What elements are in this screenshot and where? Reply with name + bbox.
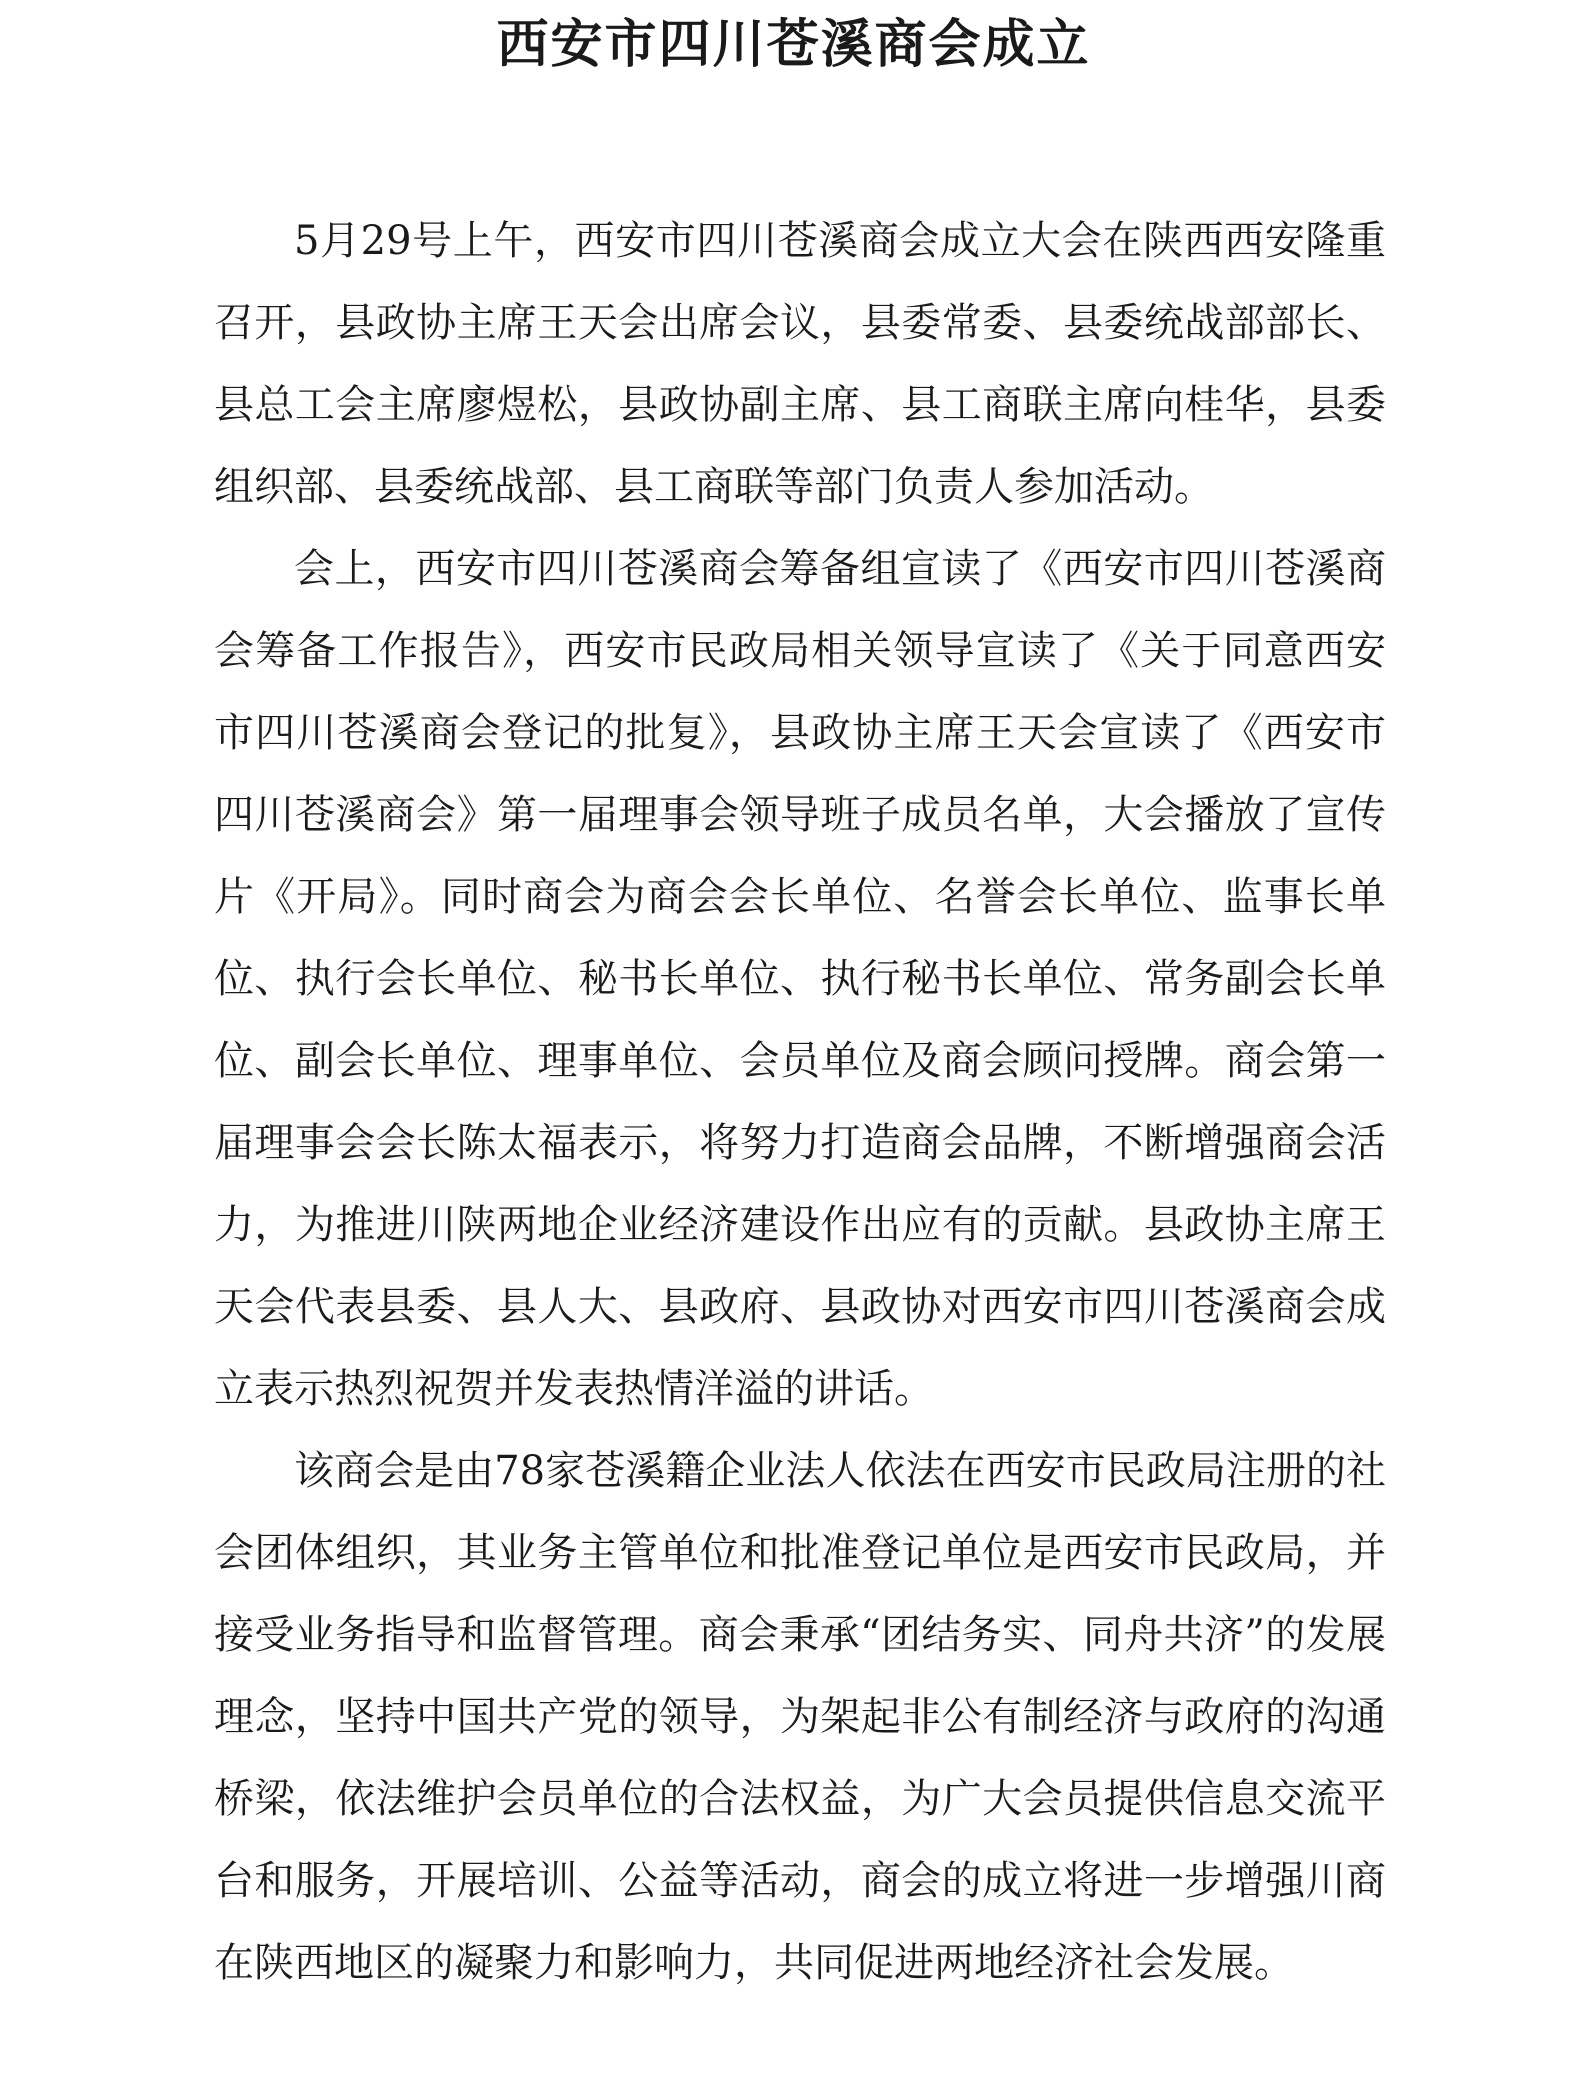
document-body — [214, 200, 1386, 2004]
paragraph-1: 5月29号上午，西安市四川苍溪商会成立大会在陕西西安隆重召开，县政协主席王天会出席会议，县委常委、县委统战部部长、县总工会主席廖煜松，县政协副主席、县工商联主席向桂华，县委组织部、县委统战部、县工商联等部门负责人参加活动。 — [214, 218, 1386, 510]
document-title: 西安市四川苍溪商会成立 — [496, 14, 1091, 75]
paragraph-2: 会上，西安市四川苍溪商会筹备组宣读了《西安市四川苍溪商会筹备工作报告》，西安市民政局相关领导宣读了《关于同意西安市四川苍溪商会登记的批复》，县政协主席王天会宣读了《西安市四川苍溪商会》第一届理事会领导班子成员名单，大会播放了宣传片《开局》。同时商会为商会会长单位、名誉会长单位、监事长单位、执行会长单位、秘书长单位、执行秘书长单位、常务副会长单位、副会长单位、理事单位、会员单位及商会顾问授牌。商会第一届理事会会长陈太福表示，将努力打造商会品牌，不断增强商会活力，为推进川陕两地企业经济建设作出应有的贡献。县政协主席王天会代表县委、县人大、县政府、县政协对西安市四川苍溪商会成立表示热烈祝贺并发表热情洋溢的讲话。 — [214, 546, 1386, 1412]
paragraph-3: 该商会是由78家苍溪籍企业法人依法在西安市民政局注册的社会团体组织，其业务主管单位和批准登记单位是西安市民政局，并接受业务指导和监督管理。商会秉承“团结务实、同舟共济”的发展理念，坚持中国共产党的领导，为架起非公有制经济与政府的沟通桥梁，依法维护会员单位的合法权益，为广大会员提供信息交流平台和服务，开展培训、公益等活动，商会的成立将进一步增强川商在陕西地区的凝聚力和影响力，共同促进两地经济社会发展。 — [214, 1448, 1386, 1986]
